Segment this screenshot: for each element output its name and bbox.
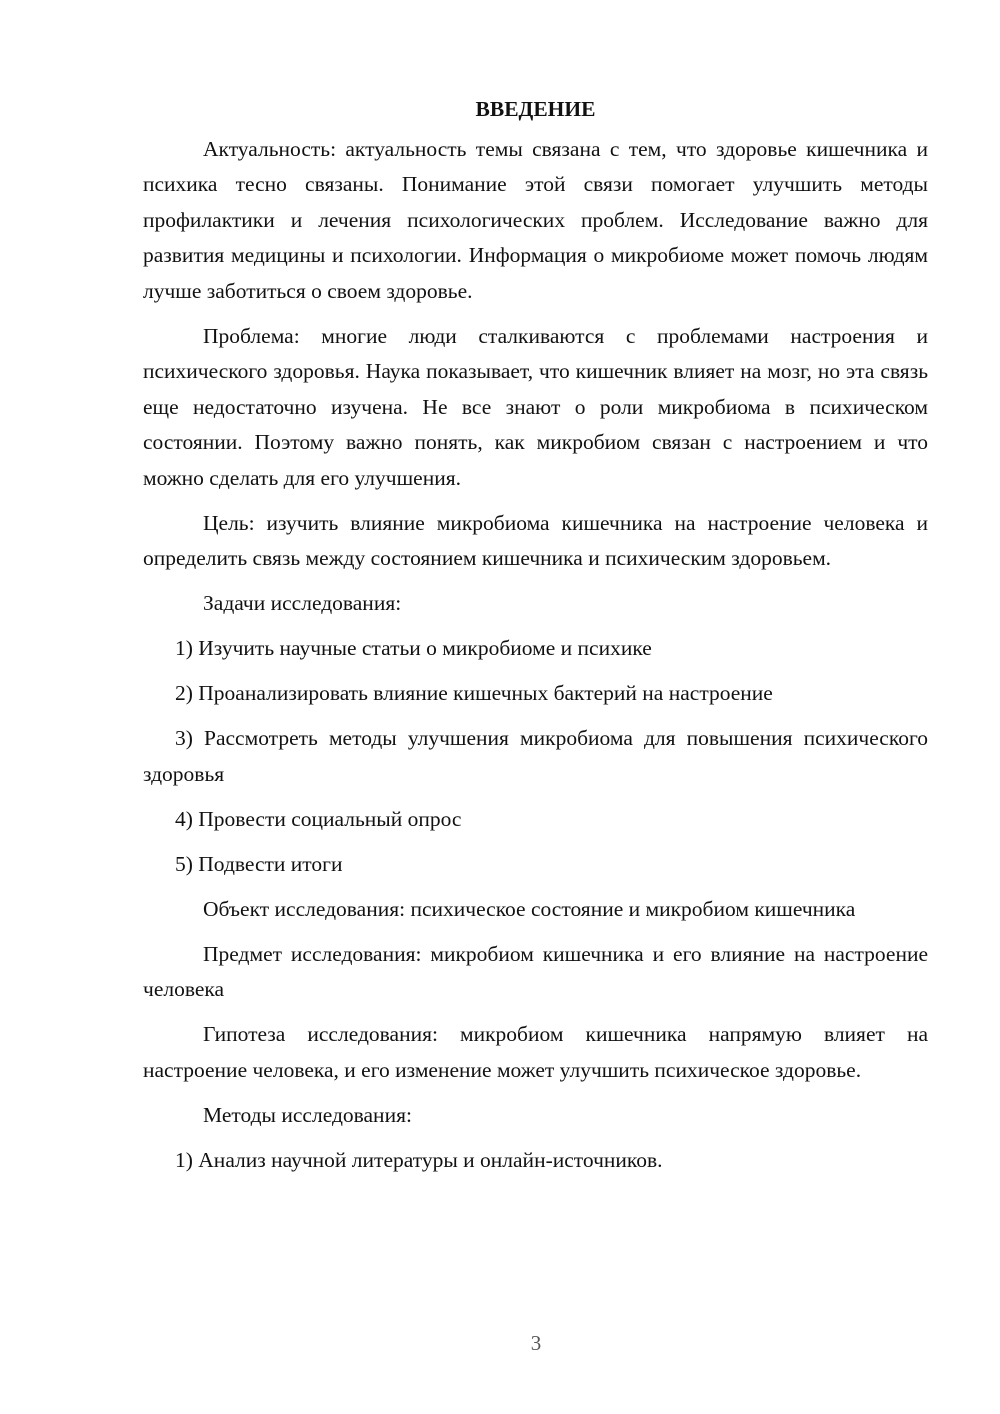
task-item: 1) Изучить научные статьи о микробиоме и психике [175, 636, 652, 660]
page-content [143, 92, 928, 1188]
tasks-heading: Задачи исследования: [203, 591, 402, 615]
task-item: 2) Проанализировать влияние кишечных бактерий на настроение [175, 681, 773, 705]
task-item: 4) Провести социальный опрос [175, 806, 462, 831]
page-number: 3 [530, 1331, 542, 1355]
relevance-paragraph: Актуальность: актуальность темы связана с тем, что здоровье кишечника и психика тесно связаны. Понимание этой связи помогает улучшить методы профилактики и лечения психологических проблем. Исследование важно для развития медицины и психологии. Информация о микробиоме может помочь людям лучше заботиться о своем здоровье. [143, 136, 928, 303]
subject-paragraph: Предмет исследования: микробиом кишечника и его влияние на настроение человека [143, 941, 928, 1001]
problem-paragraph: Проблема: многие люди сталкиваются с проблемами настроения и психического здоровья. Наука показывает, что кишечник влияет на мозг, но эта связь еще недостаточно изучена. Не все знают о роли микробиома в психическом состоянии. Поэтому важно понять, как микробиом связан с настроением и что можно сделать для его улучшения. [143, 323, 928, 490]
methods-heading: Методы исследования: [203, 1102, 412, 1127]
goal-paragraph: Цель: изучить влияние микробиома кишечника на настроение человека и определить связь между состоянием кишечника и психическим здоровьем. [143, 510, 928, 570]
task-item: 3) Рассмотреть методы улучшения микробиома для повышения психического здоровья [143, 726, 928, 786]
section-title: ВВЕДЕНИЕ [475, 97, 596, 121]
task-item: 5) Подвести итоги [175, 851, 343, 876]
object-paragraph: Объект исследования: психическое состояние и микробиом кишечника [203, 896, 856, 921]
method-item: 1) Анализ научной литературы и онлайн-источников. [175, 1147, 663, 1172]
hypothesis-paragraph: Гипотеза исследования: микробиом кишечника напрямую влияет на настроение человека, и его изменение может улучшить психическое здоровье. [143, 1022, 928, 1082]
